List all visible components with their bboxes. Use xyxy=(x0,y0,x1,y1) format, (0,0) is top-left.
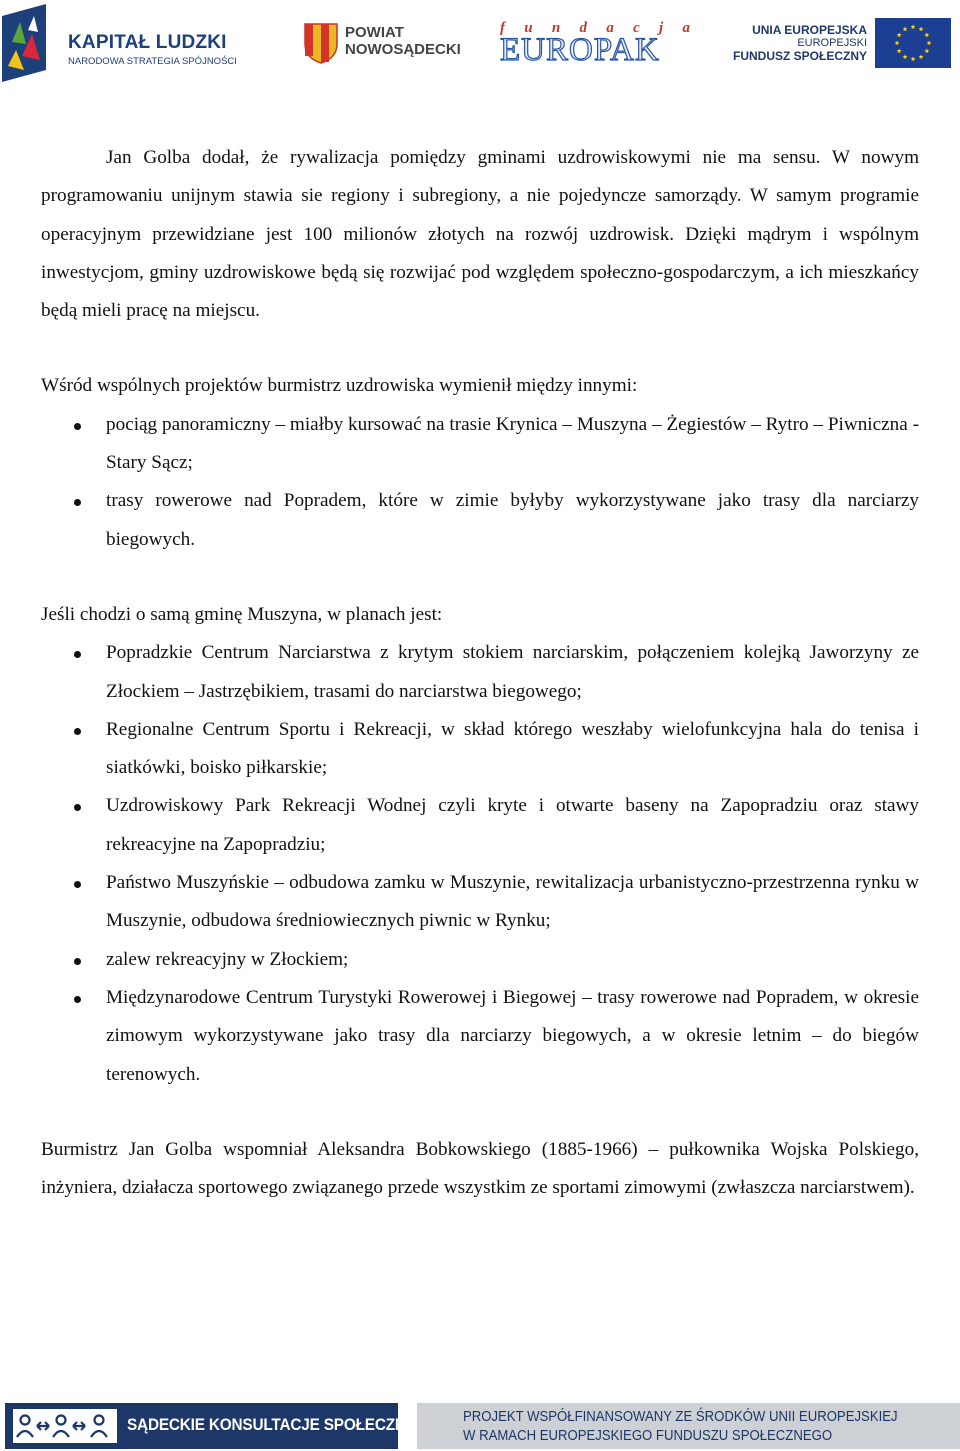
kapital-ludzki-logo xyxy=(2,4,242,84)
fundacja-letter: d xyxy=(579,20,588,36)
bullet-icon xyxy=(74,881,81,888)
eu-stars-icon xyxy=(875,18,951,68)
list-item-text: pociąg panoramiczny – miałby kursować na trasie Krynica – Muszyna – Żegiestów – Rytro – Piwniczna - Stary Sącz; xyxy=(106,413,919,474)
ue-line-3: FUNDUSZ SPOŁECZNY xyxy=(732,49,867,63)
bullet-icon xyxy=(74,996,81,1003)
powiat-name xyxy=(345,24,461,58)
paragraph-gap xyxy=(41,559,919,596)
list-item-text: Regionalne Centrum Sportu i Rekreacji, w skład którego weszłaby wielofunkcyjna hala do tenisa i siatkówki, boisko piłkarskie; xyxy=(106,718,919,779)
kapital-ludzki-subtitle: NARODOWA STRATEGIA SPÓJNOŚCI xyxy=(68,56,237,67)
list-item xyxy=(41,787,919,864)
fundacja-letter: j xyxy=(659,20,664,36)
eu-star-icon xyxy=(919,54,924,59)
eu-flag-icon xyxy=(875,18,951,68)
list-item xyxy=(41,941,919,979)
muszyna-plans-list xyxy=(41,634,919,1094)
list-item-text: Uzdrowiskowy Park Rekreacji Wodnej czyli kryte i otwarte baseny na Zapopradziu oraz stawy rekreacyjne na Zapopradziu; xyxy=(106,795,919,855)
list-item xyxy=(41,482,919,559)
fundacja-letter: c xyxy=(633,20,640,36)
paragraph-gap xyxy=(41,330,919,367)
powiat-line-1: POWIAT xyxy=(345,24,404,41)
eu-star-icon xyxy=(927,40,932,45)
europak-name: EUROPAK xyxy=(500,32,660,68)
eu-star-icon xyxy=(895,40,900,45)
unia-europejska-logo xyxy=(732,18,951,70)
powiat-coat-of-arms-icon xyxy=(303,22,339,64)
ue-label xyxy=(733,24,867,63)
footer-funding-line-1: PROJEKT WSPÓŁFINANSOWANY ZE ŚRODKÓW UNII EUROPEJSKIEJ xyxy=(463,1409,898,1425)
fundacja-letter: a xyxy=(606,20,614,36)
fundacja-letter: f xyxy=(500,20,505,36)
list-item-text: Państwo Muszyńskie – odbudowa zamku w Muszynie, rewitalizacja urbanistyczno-przestrzenna rynku w Muszynie, odbudowa średniowiecznych piwnic w Rynku; xyxy=(106,872,919,932)
kapital-ludzki-emblem xyxy=(2,4,62,84)
fundacja-europak-logo xyxy=(500,20,692,68)
bullet-icon xyxy=(74,651,81,658)
page-header xyxy=(0,0,960,90)
eu-star-icon xyxy=(897,48,902,53)
fundacja-letter: n xyxy=(551,20,561,36)
eu-star-icon xyxy=(903,54,908,59)
intro-paragraph: Jan Golba dodał, że rywalizacja pomiędzy gminami uzdrowiskowymi nie ma sensu. W nowym programowaniu unijnym stawia sie regiony i subregiony, a nie pojedyncze samorządy. W samym programie operacyjnym przewidziane jest 100 milionów złotych na rozwój uzdrowisk. Dzięki mądrym i wspólnym inwestycjom, gminy uzdrowiskowe będą się rozwijać pod względem społeczno-gospodarczym, a ich mieszkańcy będą mieli pracę na miejscu. xyxy=(41,147,919,322)
muszyna-heading: Jeśli chodzi o samą gminę Muszyna, w planach jest: xyxy=(41,603,443,625)
list-item-text: Popradzkie Centrum Narciarstwa z krytym stokiem narciarskim, połączeniem kolejką Jaworzyny ze Złockiem – Jastrzębikiem, trasami do narciarstwa biegowego; xyxy=(106,642,919,702)
list-item xyxy=(41,864,919,941)
fundacja-letter: a xyxy=(682,20,690,36)
fundacja-letter: u xyxy=(524,20,533,36)
eu-star-icon xyxy=(903,27,908,32)
eu-star-icon xyxy=(924,48,929,53)
list-item-text: Międzynarodowe Centrum Turystyki Rowerowej i Biegowej – trasy rowerowe nad Popradem, w okresie zimowym wykorzystywane jako trasy dla narciarzy biegowych, a w okresie letnim – do biegów terenowych. xyxy=(106,986,919,1085)
projects-heading: Wśród wspólnych projektów burmistrz uzdrowiska wymienił między innymi: xyxy=(41,375,638,397)
people-exchange-icon xyxy=(13,1409,117,1443)
projects-list xyxy=(41,406,919,559)
kapital-ludzki-title: KAPITAŁ LUDZKI xyxy=(68,32,227,53)
footer-funding-line-2: W RAMACH EUROPEJSKIEGO FUNDUSZU SPOŁECZNEGO xyxy=(463,1428,833,1444)
powiat-line-2: NOWOSĄDECKI xyxy=(345,41,461,58)
article-body xyxy=(41,139,919,1207)
footer-consultations-label: SĄDECKIE KONSULTACJE SPOŁECZNE xyxy=(127,1416,416,1434)
eu-star-icon xyxy=(924,32,929,37)
eu-star-icon xyxy=(911,24,916,29)
list-item xyxy=(41,711,919,788)
footer-eu-funding-note xyxy=(417,1403,960,1449)
bullet-icon xyxy=(74,804,81,811)
eu-star-icon xyxy=(897,32,902,37)
eu-star-icon xyxy=(919,27,924,32)
ue-line-2: EUROPEJSKI xyxy=(797,37,867,49)
list-item xyxy=(41,634,919,711)
closing-paragraph: Burmistrz Jan Golba wspomniał Aleksandra Bobkowskiego (1885-1966) – pułkownika Wojska Polskiego, inżyniera, działacza sportowego związanego przede wszystkim ze sportami zimowymi (zwłaszcza narciarstwem). xyxy=(41,1138,919,1199)
list-item-text: zalew rekreacyjny w Złockiem; xyxy=(106,948,349,970)
bullet-icon xyxy=(74,499,81,506)
powiat-nowosadecki-logo xyxy=(303,22,461,66)
list-item xyxy=(41,979,919,1094)
bullet-icon xyxy=(74,958,81,965)
bullet-icon xyxy=(74,423,81,430)
bullet-icon xyxy=(74,728,81,735)
paragraph-gap xyxy=(41,1094,919,1131)
ue-line-1: UNIA EUROPEJSKA xyxy=(752,23,867,37)
footer-consultations-banner xyxy=(5,1403,416,1449)
list-item-text: trasy rowerowe nad Popradem, które w zimie byłyby wykorzystywane jako trasy dla narciarzy biegowych. xyxy=(106,490,919,550)
eu-star-icon xyxy=(911,56,916,61)
list-item xyxy=(41,406,919,483)
people-arrows-icon xyxy=(13,1409,117,1443)
